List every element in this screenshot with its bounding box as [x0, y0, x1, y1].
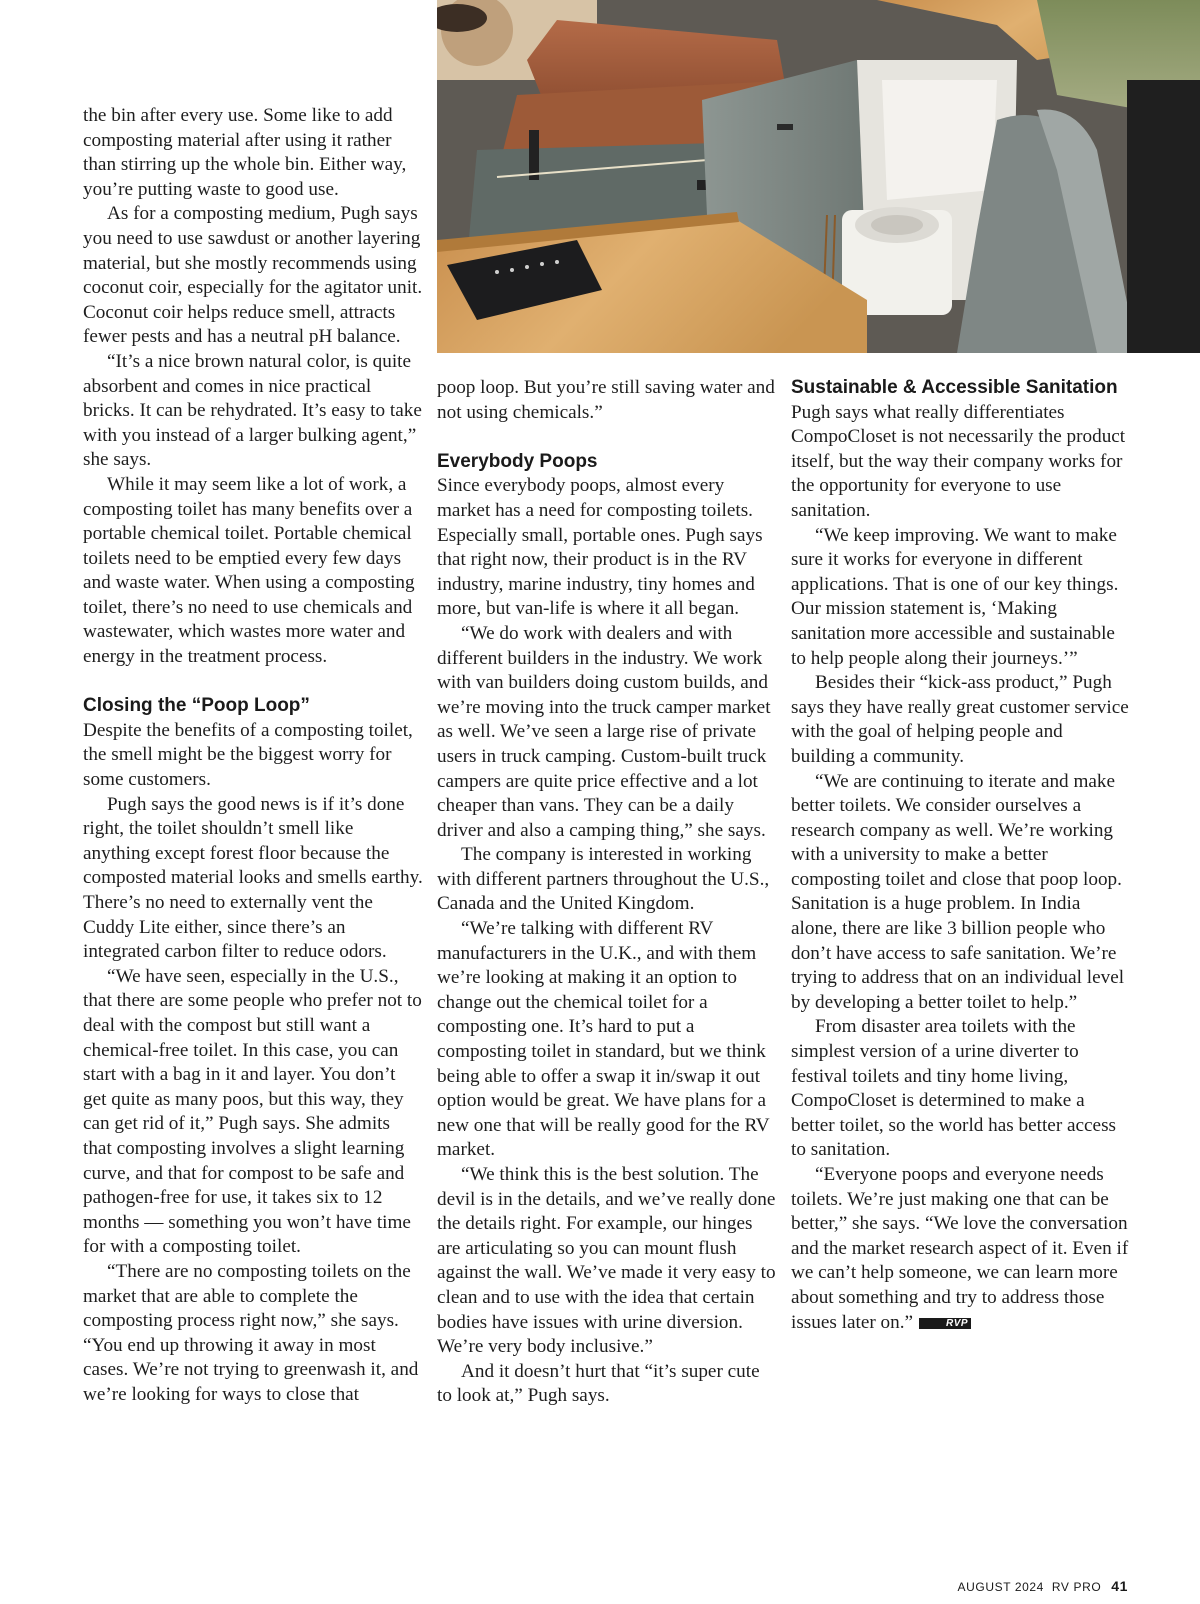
paragraph: “We are continuing to iterate and make better toilets. We consider ourselves a research company as well. We’re working with a university to make a better composting toilet and close that poop loop. Sanitation is a huge problem. In India alone, there are like 3 billion people who don’t have access to safe sanitation. We’re trying to address that on an individual level by developing a better toilet to help.”: [791, 770, 1125, 1013]
paragraph: As for a composting medium, Pugh says you need to use sawdust or another layering material, but she mostly recommends using coconut coir, especially for the agitator unit. Coconut coir helps reduce smell, attracts fewer pests and has a neutral pH balance.: [83, 203, 423, 348]
paragraph: Despite the benefits of a composting toilet, the smell might be the biggest worry for some customers.: [83, 719, 413, 791]
camper-van-interior-photo: [437, 0, 1200, 353]
paragraph: Besides their “kick-ass product,” Pugh says they have really great customer service with the goal of helping people and building a community.: [791, 672, 1129, 767]
end-mark-logo: RVP: [919, 1318, 971, 1329]
paragraph: Pugh says what really differentiates CompoCloset is not necessarily the product itself, but the way their company works for the opportunity for everyone to use sanitation.: [791, 401, 1126, 521]
paragraph: the bin after every use. Some like to add composting material after using it rather than stirring up the whole bin. Either way, you’re putting waste to good use.: [83, 105, 407, 200]
magazine-name: RV PRO: [1051, 1580, 1102, 1594]
paragraph: “It’s a nice brown natural color, is quite absorbent and comes in nice practical bricks. It can be rehydrated. It’s easy to take with you instead of a larger bulking agent,” she says.: [83, 350, 422, 471]
paragraph: Pugh says the good news is if it’s done right, the toilet shouldn’t smell like anything except forest floor because the composted material looks and smells earthy. There’s no need to externally vent the Cuddy Lite either, since there’s an integrated carbon filter to reduce odors.: [83, 793, 423, 963]
paragraph: While it may seem like a lot of work, a composting toilet has many benefits over a portable chemical toilet. Portable chemical toilets need to be emptied every few days and waste water. When using a composting toilet, there’s no need to use chemicals and wastewater, which wastes more water and energy in the treatment process.: [83, 473, 415, 668]
section-heading: Sustainable & Accessible Sanitation: [791, 377, 1118, 398]
paragraph: “We’re talking with different RV manufacturers in the U.K., and with them we’re looking at making it an option to change out the chemical toilet for a composting one. It’s hard to put a composting toilet in standard, but we think being able to offer a swap it in/swap it out option would be great. We have plans for a new one that will be really good for the RV market.: [437, 918, 770, 1161]
paragraph: “We think this is the best solution. The devil is in the details, and we’ve really done the details right. For example, our hinges are articulating so you can mount flush against the wall. We’ve made it very easy to clean and to use with the idea that certain bodies have issues with urine diversion. We’re very body inclusive.”: [437, 1164, 776, 1358]
paragraph: Since everybody poops, almost every market has a need for composting toilets. Especially small, portable ones. Pugh says that right now, their product is in the RV industry, marine industry, tiny homes and more, but van-life is where it all began.: [437, 475, 763, 620]
article-column-1: [83, 104, 423, 1407]
issue-date: AUGUST 2024: [957, 1580, 1044, 1594]
page-footer: [958, 1578, 1128, 1594]
page-number: 41: [1111, 1578, 1128, 1594]
article-column-3: [791, 376, 1131, 1335]
paragraph: poop loop. But you’re still saving water and not using chemicals.”: [437, 377, 775, 423]
article-column-2: [437, 376, 777, 1409]
paragraph: “There are no composting toilets on the market that are able to complete the composting process right now,” she says. “You end up throwing it away in most cases. We’re not trying to greenwash it, and we’re looking for ways to close that: [83, 1260, 419, 1405]
section-heading: Closing the “Poop Loop”: [83, 695, 310, 717]
paragraph: “We have seen, especially in the U.S., that there are some people who prefer not to deal with the compost but still want a chemical-free toilet. In this case, you can start with a bag in it and layer. You don’t get quite as many poos, but this way, they can get rid of it,” Pugh says. She admits that composting involves a slight learning curve, and that for compost to be safe and pathogen-free for use, it takes six to 12 months — something you won’t have time for with a composting toilet.: [83, 965, 422, 1258]
article-photo: [437, 0, 1200, 353]
paragraph: And it doesn’t hurt that “it’s super cute to look at,” Pugh says.: [437, 1360, 760, 1407]
paragraph: From disaster area toilets with the simplest version of a urine diverter to festival toilets and tiny home living, CompoCloset is determined to make a better toilet, so the world has better access to sanitation.: [791, 1016, 1117, 1161]
paragraph: [791, 1163, 1131, 1335]
paragraph: “We keep improving. We want to make sure it works for everyone in different applications. That is one of our key things. Our mission statement is, ‘Making sanitation more accessible and sustainable to help people along their journeys.’”: [791, 524, 1119, 669]
paragraph: The company is interested in working with different partners throughout the U.S., Canada and the United Kingdom.: [437, 844, 770, 915]
paragraph-text: “Everyone poops and everyone needs toilets. We’re just making one that can be better,” she says. “We love the conversation and the market research aspect of it. Even if we can’t help someone, we can learn more about something and try to address those issues later on.”: [791, 1164, 1129, 1333]
section-heading: Everybody Poops: [437, 450, 598, 472]
paragraph: “We do work with dealers and with different builders in the industry. We work with van builders doing custom builds, and we’re moving into the truck camper market as well. We’ve seen a large rise of private users in truck camping. Custom-built truck campers are quite price effective and a lot cheaper than vans. They can be a daily driver and also a camping thing,” she says.: [437, 622, 771, 841]
